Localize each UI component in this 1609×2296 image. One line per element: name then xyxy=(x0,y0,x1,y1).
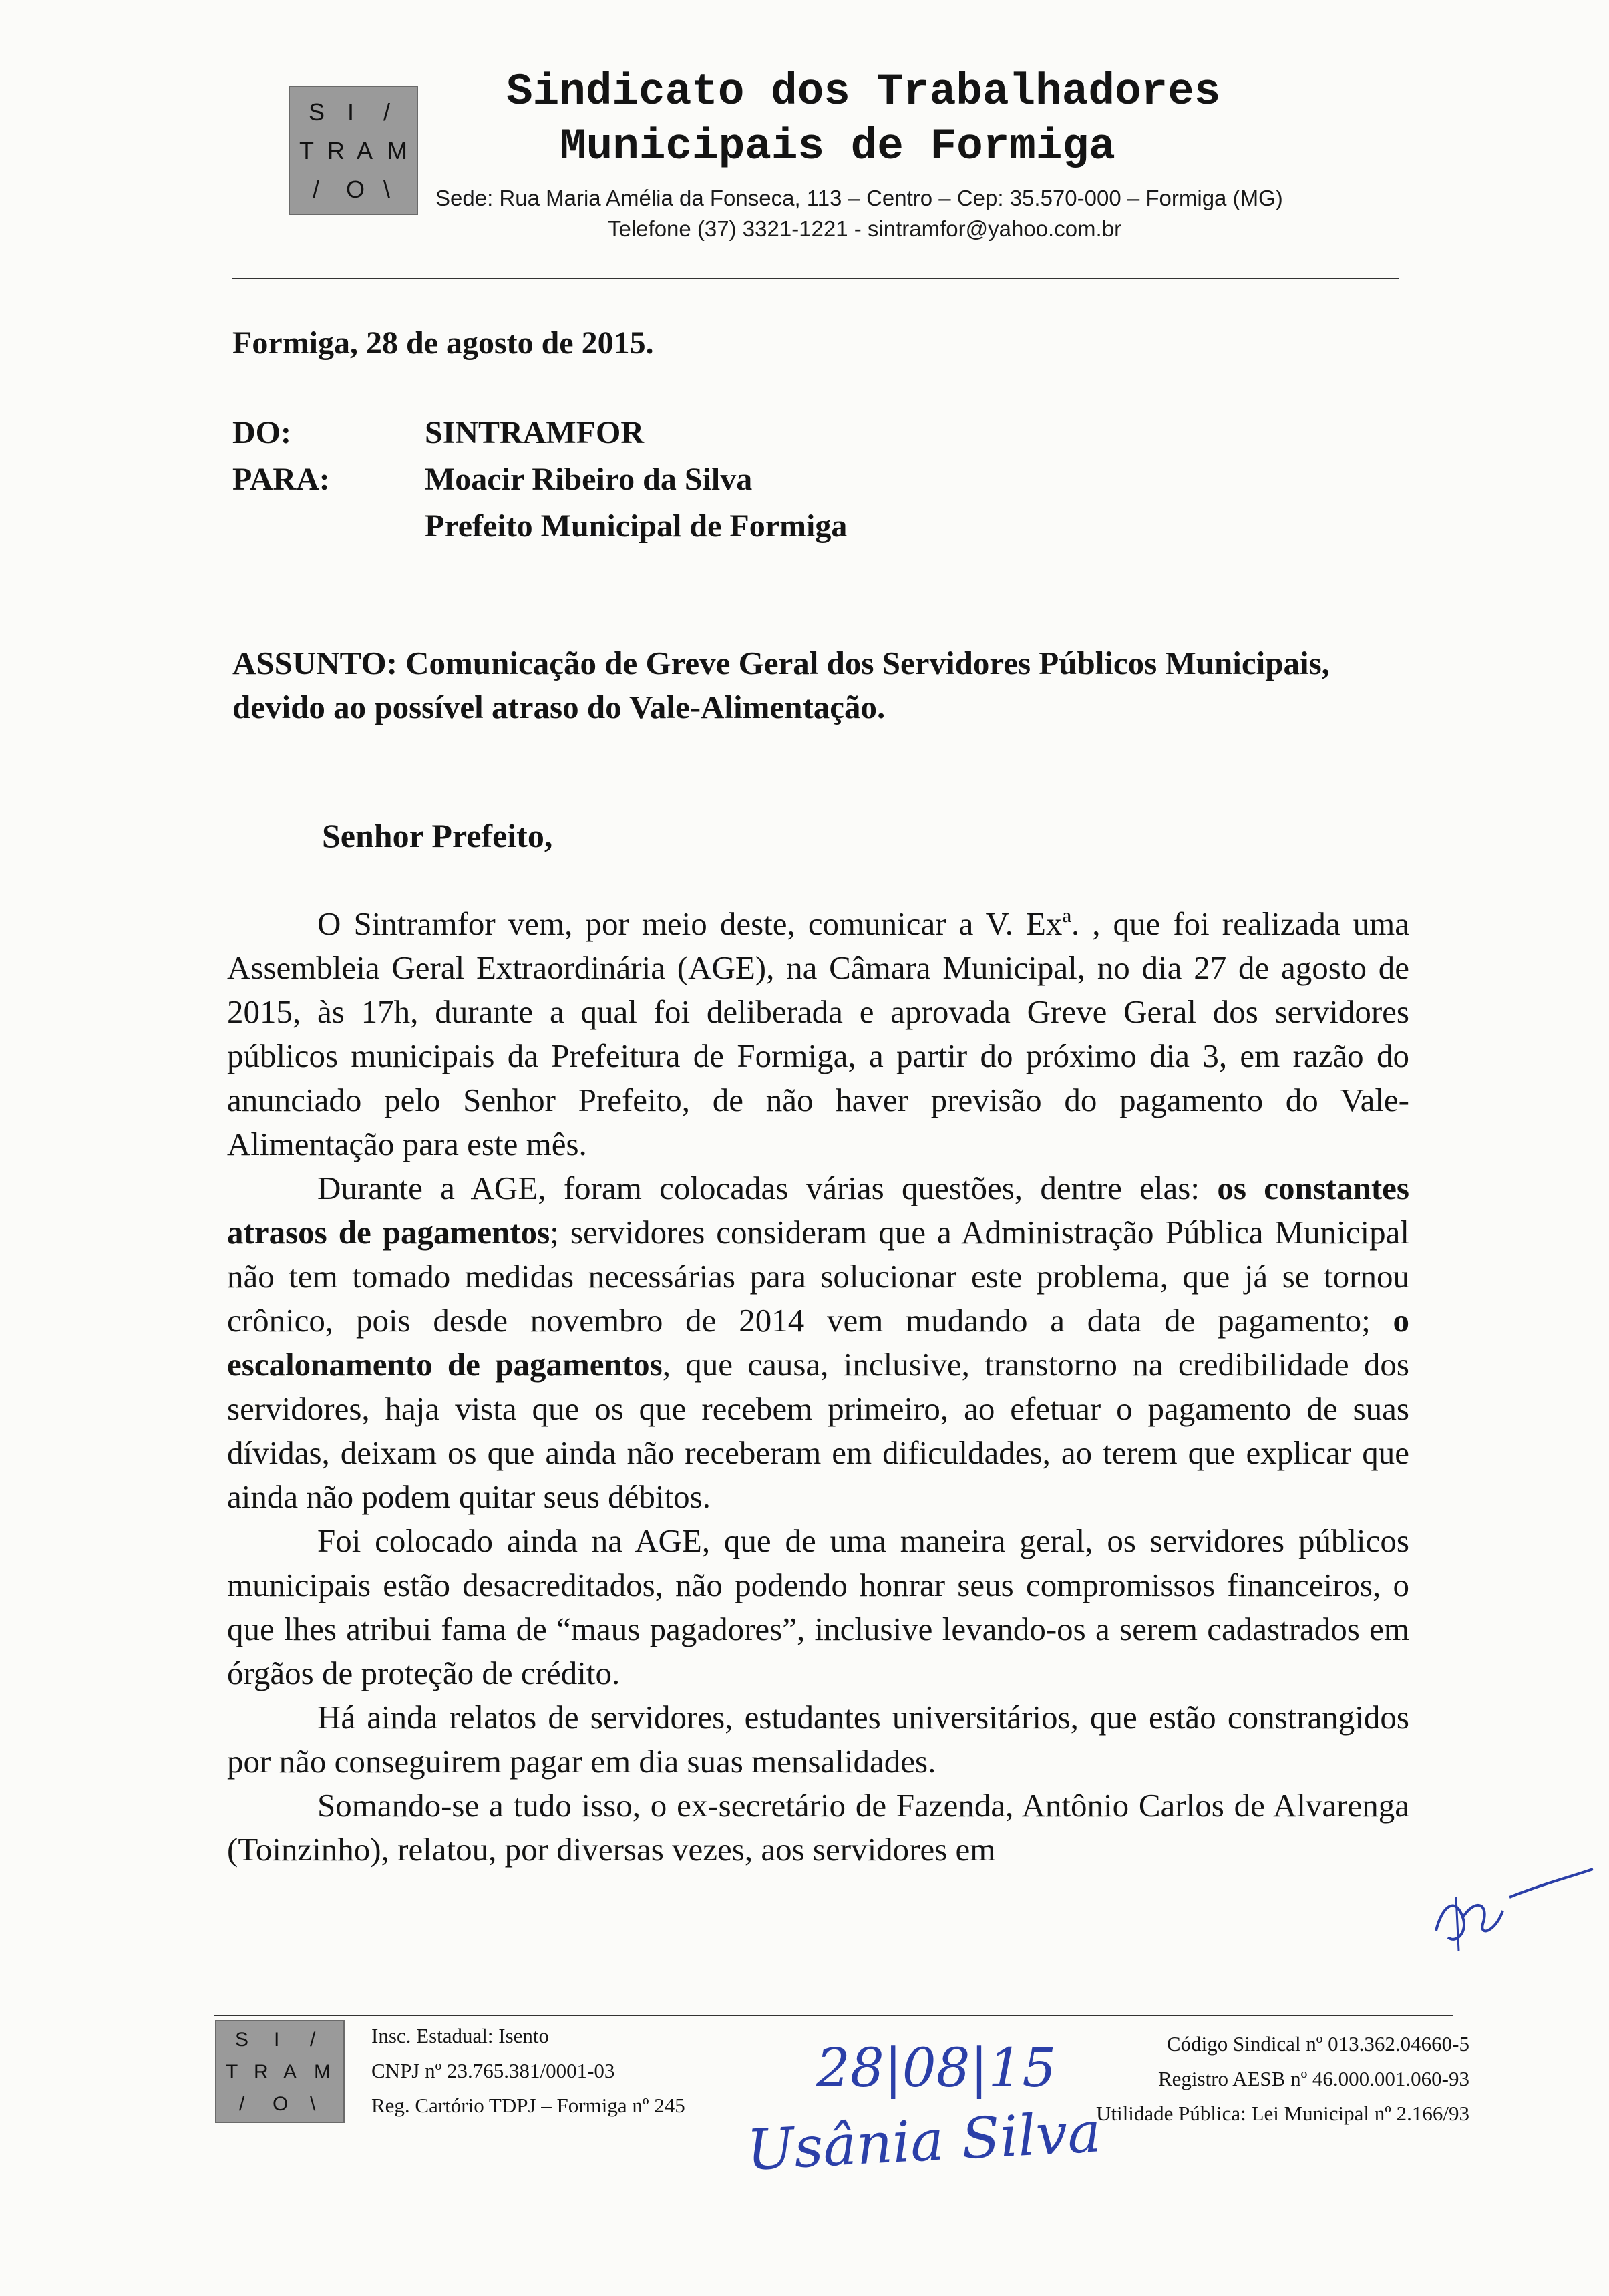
footer-logo xyxy=(215,2020,345,2123)
union-logo xyxy=(289,86,418,215)
logo-letter: \ xyxy=(310,2093,316,2115)
footer-aesb-registration: Registro AESB nº 46.000.001.060-93 xyxy=(1157,2067,1469,2090)
to-name: Moacir Ribeiro da Silva xyxy=(425,462,753,497)
logo-letter: T xyxy=(226,2061,238,2083)
logo-letter: S xyxy=(309,98,325,126)
logo-letter: I xyxy=(347,98,355,126)
org-address: Sede: Rua Maria Amélia da Fonseca, 113 – Centro – Cep: 35.570-000 – Formiga (MG) xyxy=(435,186,1283,210)
handwritten-date: 28|08|15 xyxy=(816,2037,1057,2099)
org-name-line1: Sindicato dos Trabalhadores xyxy=(506,67,1221,117)
footer-public-utility: Utilidade Pública: Lei Municipal nº 2.166/93 xyxy=(1096,2102,1469,2125)
from-value: SINTRAMFOR xyxy=(425,415,645,450)
logo-letter: / xyxy=(239,2093,245,2115)
header-divider xyxy=(232,278,1399,279)
margin-initials xyxy=(1416,1857,1596,1971)
paragraph-2-text: Durante a AGE, foram colocadas várias questões, dentre elas: xyxy=(317,1170,1218,1206)
logo-letter: O xyxy=(273,2093,289,2115)
footer-state-registration: Insc. Estadual: Isento xyxy=(371,2024,550,2047)
emphasis-staggering: o escalonamento de pagamentos xyxy=(227,1302,1409,1383)
logo-letter: A xyxy=(357,137,373,164)
logo-letter: I xyxy=(274,2029,280,2051)
logo-letter: / xyxy=(310,2029,316,2051)
footer-cnpj: CNPJ nº 23.765.381/0001-03 xyxy=(371,2059,615,2082)
paragraph-4: Há ainda relatos de servidores, estudantes universitários, que estão constrangidos por não conseguirem pagar em dia suas mensalidades. xyxy=(227,1699,1409,1780)
paragraph-2-text: ; servidores consideram que a Administração Pública Municipal não tem tomado medidas necessárias para solucionar este problema, que já se tornou crônico, pois desde novembro de 2014 vem mudando a data de pagamento; xyxy=(227,1214,1409,1339)
org-name-line2: Municipais de Formiga xyxy=(560,122,1115,172)
footer-left-info xyxy=(371,2019,685,2123)
logo-letter: R xyxy=(327,137,345,164)
paragraph-5: Somando-se a tudo isso, o ex-secretário de Fazenda, Antônio Carlos de Alvarenga (Toinzinho), relatou, por diversas vezes, aos servidores em xyxy=(227,1787,1409,1868)
handwritten-signature: Usânia Silva xyxy=(745,2099,1103,2183)
logo-letter: O xyxy=(346,176,365,203)
logo-letter: S xyxy=(235,2029,249,2051)
paragraph-2-text: , que causa, inclusive, transtorno na credibilidade dos servidores, haja vista que os que recebem primeiro, ao efetuar o pagamento de suas dívidas, deixam os que ainda não receberam em dificuldades, ao terem que explicar que ainda não podem quitar seus débitos. xyxy=(227,1346,1409,1515)
footer-registry: Reg. Cartório TDPJ – Formiga nº 245 xyxy=(371,2094,685,2117)
letter-body xyxy=(227,902,1409,1872)
logo-letter: A xyxy=(283,2061,297,2083)
logo-letter: / xyxy=(383,98,391,126)
org-contact: Telefone (37) 3321-1221 - sintramfor@yahoo.com.br xyxy=(608,216,1122,241)
subject-text: Comunicação de Greve Geral dos Servidores Públicos Municipais, devido ao possível atraso do Vale-Alimentação. xyxy=(232,645,1330,725)
logo-letter: / xyxy=(313,176,320,203)
emphasis-delays: os constantes atrasos de pagamentos xyxy=(227,1170,1409,1251)
logo-letter: T xyxy=(299,137,314,164)
footer-union-code: Código Sindical nº 013.362.04660-5 xyxy=(1166,2032,1469,2056)
paragraph-3: Foi colocado ainda na AGE, que de uma maneira geral, os servidores públicos municipais estão desacreditados, não podendo honrar seus compromissos financeiros, o que lhes atribui fama de “maus pagadores”, inclusive levando-os a serem cadastrados em órgãos de proteção de crédito. xyxy=(227,1522,1409,1691)
salutation: Senhor Prefeito, xyxy=(322,817,553,854)
logo-letter: \ xyxy=(383,176,391,203)
paragraph-1: O Sintramfor vem, por meio deste, comunicar a V. Exª. , que foi realizada uma Assembleia Geral Extraordinária (AGE), na Câmara Municipal, no dia 27 de agosto de 2015, às 17h, durante a qual foi deliberada e aprovada Greve Geral dos servidores públicos municipais da Prefeitura de Formiga, a partir do próximo dia 3, em razão do anunciado pelo Senhor Prefeito, de não haver previsão do pagamento do Vale-Alimentação para este mês. xyxy=(227,905,1409,1162)
to-label: PARA: xyxy=(232,462,330,497)
footer-divider xyxy=(214,2015,1453,2016)
logo-letter: M xyxy=(387,137,407,164)
paragraph-2 xyxy=(227,1166,1409,1519)
logo-letter: R xyxy=(254,2061,269,2083)
subject-label: ASSUNTO: xyxy=(232,645,397,681)
date-line: Formiga, 28 de agosto de 2015. xyxy=(232,325,654,361)
logo-letter: M xyxy=(314,2061,331,2083)
to-title: Prefeito Municipal de Formiga xyxy=(425,508,848,544)
from-label: DO: xyxy=(232,415,291,450)
subject xyxy=(232,641,1409,729)
